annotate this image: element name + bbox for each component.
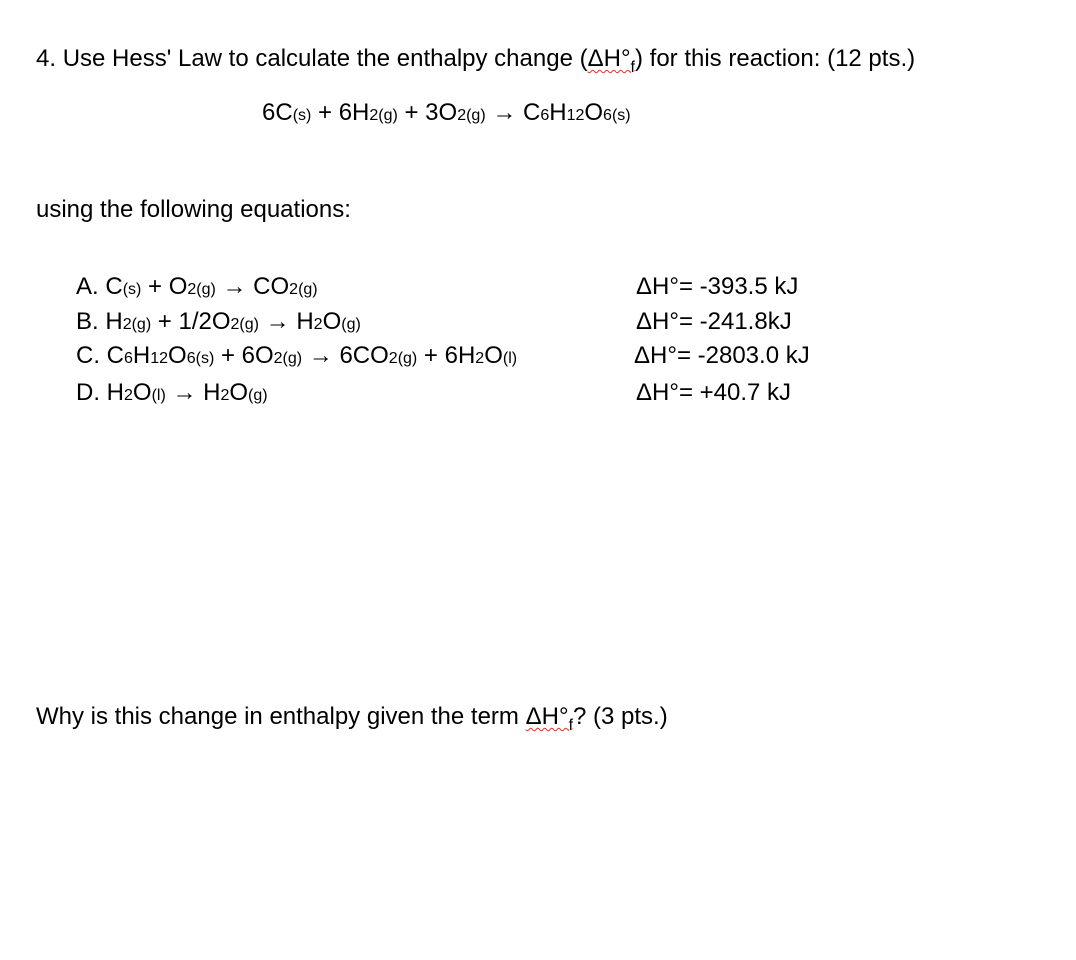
intro-text: using the following equations: xyxy=(36,196,351,223)
equation-b: B. H2(g) + 1/2O2(g) → H2O(g) xyxy=(76,308,361,335)
equation-a: A. C(s) + O2(g) → CO2(g) xyxy=(76,273,318,300)
enthalpy-d: ΔH°= +40.7 kJ xyxy=(636,379,792,406)
followup-text-start: Why is this change in enthalpy given the term xyxy=(36,703,526,730)
followup-question xyxy=(36,702,668,741)
enthalpy-a: ΔH°= -393.5 kJ xyxy=(636,273,799,300)
followup-text-end: ? (3 pts.) xyxy=(573,703,668,730)
question-text-end: ) for this reaction: (12 pts.) xyxy=(635,45,916,72)
question-number: 4. xyxy=(36,45,57,72)
equation-d: D. H2O(l) → H2O(g) xyxy=(76,379,268,406)
question-text-start: Use Hess' Law to calculate the enthalpy change ( xyxy=(62,45,588,72)
followup-delta-h-f-symbol: $\Delta H^\circ_f$ xyxy=(525,703,574,734)
enthalpy-c: ΔH°= -2803.0 kJ xyxy=(634,342,810,369)
delta-h-f-symbol: $\Delta H^\circ_f$ xyxy=(587,45,635,76)
target-reaction: 6C(s) + 6H2(g) + 3O2(g) → C6H12O6(s) xyxy=(262,99,631,126)
enthalpy-b: ΔH°= -241.8kJ xyxy=(636,308,792,335)
equation-c: C. C6H12O6(s) + 6O2(g) → 6CO2(g) + 6H2O(l) xyxy=(76,342,518,369)
question-title xyxy=(36,44,915,83)
